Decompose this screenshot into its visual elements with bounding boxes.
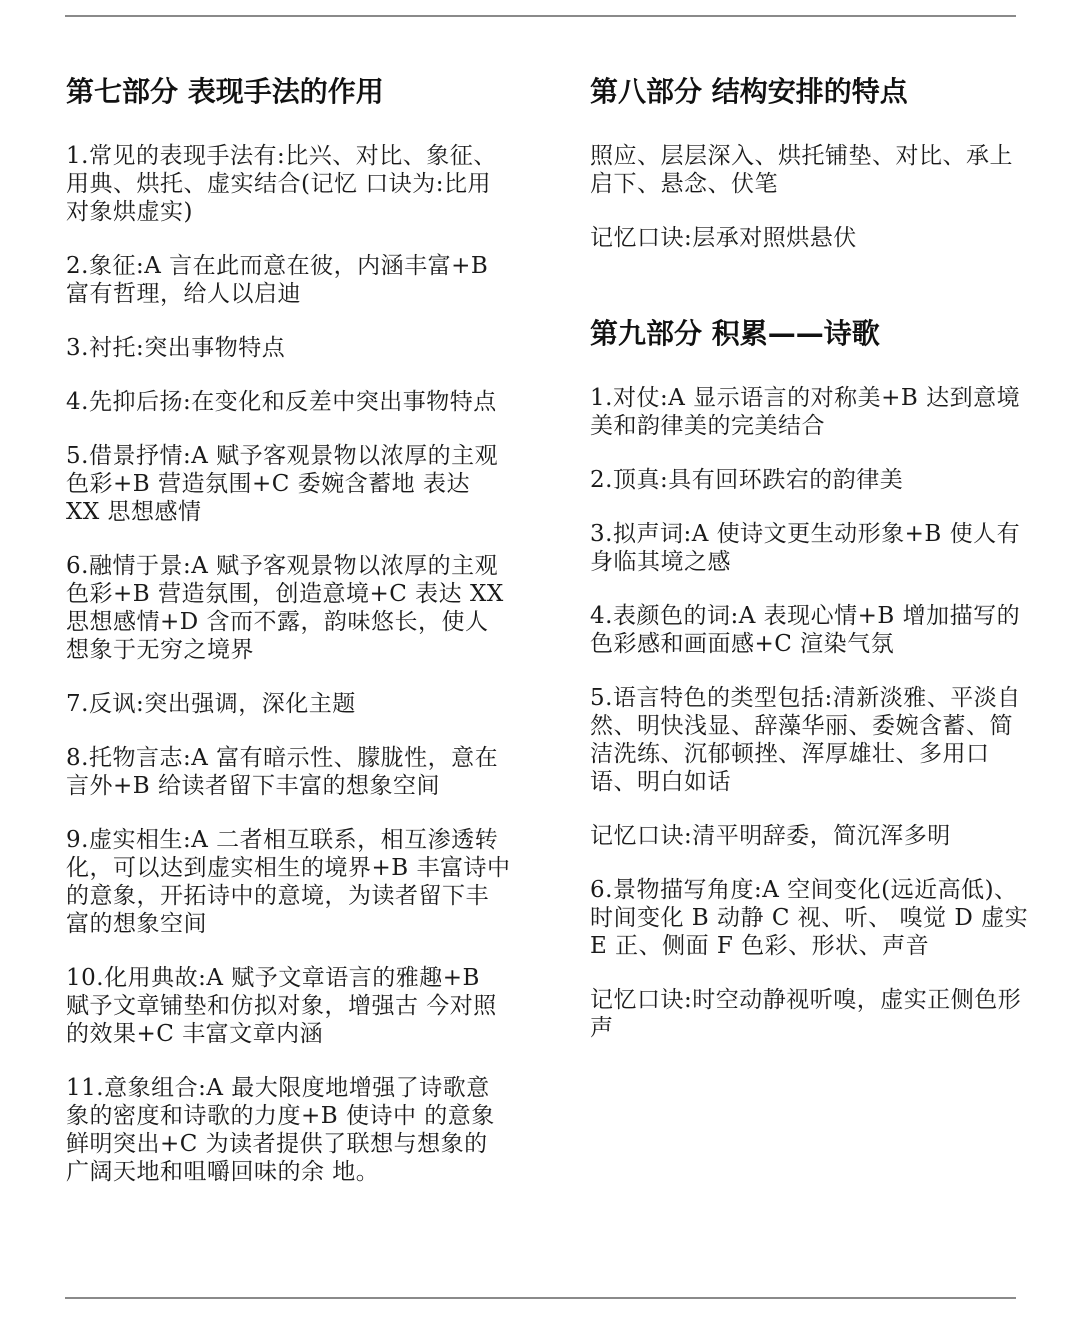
- list-item: 9.虚实相生:A 二者相互联系，相互渗透转化，可以达到虚实相生的境界+B 丰富诗中的意象，开拓诗中的意境，为读者留下丰富的想象空间: [66, 827, 511, 937]
- mnemonic-text: 记忆口诀:清平明辞委，简沉浑多明: [590, 823, 951, 849]
- list-item: 1.对仗:A 显示语言的对称美+B 达到意境美和韵律美的完美结合: [590, 385, 1021, 439]
- mnemonic-text: 记忆口诀:层承对照烘悬伏: [590, 225, 857, 251]
- list-item: 11.意象组合:A 最大限度地增强了诗歌意象的密度和诗歌的力度+B 使诗中 的意象鲜明突出+C 为读者提供了联想与想象的广阔天地和咀嚼回味的余 地。: [66, 1075, 495, 1185]
- list-item: 4.表颜色的词:A 表现心情+B 增加描写的色彩感和画面感+C 渲染气氛: [590, 603, 1021, 657]
- list-item: 7.反讽:突出强调，深化主题: [66, 691, 356, 717]
- mnemonic-text: 记忆口诀:时空动静视听嗅，虚实正侧色形声: [590, 987, 1022, 1041]
- list-item: 5.借景抒情:A 赋予客观景物以浓厚的主观色彩+B 营造氛围+C 委婉含蓄地 表达 XX 思想感情: [66, 443, 499, 525]
- list-item: 照应、层层深入、烘托铺垫、对比、承上启下、悬念、伏笔: [590, 143, 1013, 197]
- left-column: [66, 72, 511, 1212]
- list-item: 5.语言特色的类型包括:清新淡雅、平淡自然、明快浅显、辞藻华丽、委婉含蓄、简洁洗练、沉郁顿挫、浑厚雄壮、多用口语、明白如话: [590, 685, 1021, 795]
- list-item: 6.景物描写角度:A 空间变化(远近高低)、时间变化 B 动静 C 视、听、 嗅觉 D 虚实 E 正、侧面 F 色彩、形状、声音: [590, 877, 1029, 959]
- list-item: 1.常见的表现手法有:比兴、对比、象征、用典、烘托、虚实结合(记忆 口诀为:比用对象烘虚实): [66, 143, 497, 225]
- list-item: 4.先抑后扬:在变化和反差中突出事物特点: [66, 389, 497, 415]
- list-item: 6.融情于景:A 赋予客观景物以浓厚的主观色彩+B 营造氛围，创造意境+C 表达 XX 思想感情+D 含而不露，韵味悠长，使人想象于无穷之境界: [66, 553, 504, 663]
- list-item: 10.化用典故:A 赋予文章语言的雅趣+B 赋予文章铺垫和仿拟对象，增强古 今对照的效果+C 丰富文章内涵: [66, 965, 497, 1047]
- bottom-divider: [65, 1297, 1016, 1299]
- list-item: 2.象征:A 言在此而意在彼，内涵丰富+B 富有哲理，给人以启迪: [66, 253, 489, 307]
- list-item: 3.拟声词:A 使诗文更生动形象+B 使人有身临其境之感: [590, 521, 1021, 575]
- section-heading-part8: 第八部分 结构安排的特点: [590, 75, 908, 108]
- list-item: 2.顶真:具有回环跌宕的韵律美: [590, 467, 904, 493]
- right-column: [590, 72, 1030, 1068]
- list-item: 3.衬托:突出事物特点: [66, 335, 286, 361]
- section-heading-part9: 第九部分 积累——诗歌: [590, 317, 880, 350]
- list-item: 8.托物言志:A 富有暗示性、朦胧性，意在言外+B 给读者留下丰富的想象空间: [66, 745, 499, 799]
- top-divider: [65, 15, 1016, 17]
- section-heading-part7: 第七部分 表现手法的作用: [66, 75, 384, 108]
